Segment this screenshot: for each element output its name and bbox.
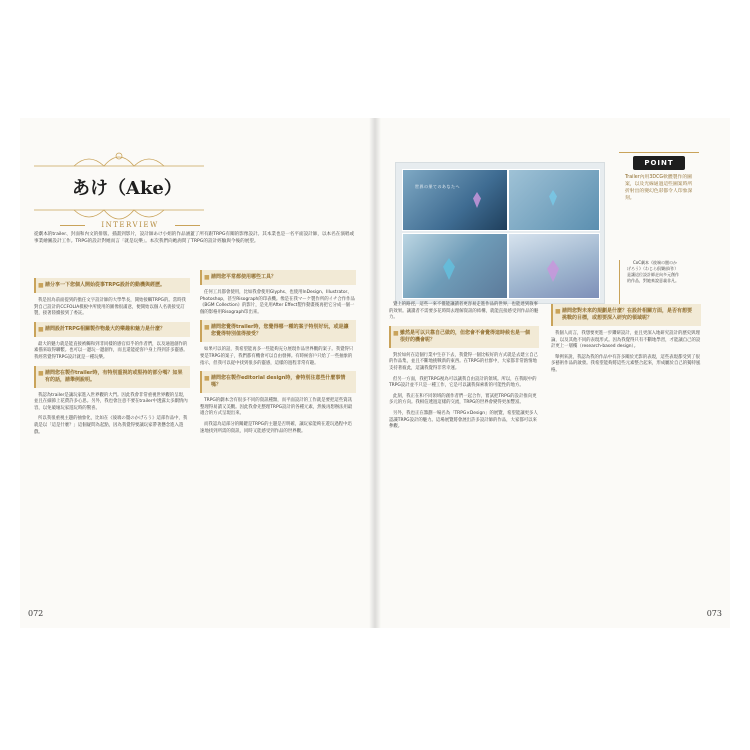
question-box: ■ 請問您在製作editorial design時，會特別注意些什麼事情嗎？	[200, 371, 356, 393]
right-page	[375, 118, 730, 628]
left-page-column-2	[200, 268, 356, 439]
answer-paragraph: 覺上的路徑，這些一來不僅能讓讀者更容易走進作品的世界，也能達到敘事的效果。讓讀者不需要多花時間去理解資訊的結構，就能直接感受到作品的魅力。	[389, 302, 539, 321]
question-mark-icon: ■	[204, 324, 210, 332]
answer-paragraph: 最大的魅力就是能直接被觸和到非同樣的感官似乎的作者們，以及通過創作的素描來取得聯繫。也可以一邊玩一邊創作，而且還能從客戶身上得到許多靈感。我經常覺得TRPG設計就是一種玩樂。	[34, 341, 188, 360]
page-number-left: 072	[28, 609, 44, 618]
answer-paragraph: 對於如何在這個行業中生存下去，我覺得一個比較好的方式就是去建立自己的作品集，並且不斷地挑戰新的東西。在TRPG的社群中，大家都非常熱情地支持著彼此，這讓我覺得非常幸運。	[389, 352, 538, 371]
answer-paragraph: 而我認為這部分的關鍵是TRPG的主題是否明確，讓玩家能夠在遊玩過程中迅速地找到所需的資訊，同時又能感受到作品的世界觀。	[200, 421, 352, 434]
question-mark-icon: ■	[38, 325, 44, 333]
point-text: Trailer內用3DCG軟體製作的圖案，以及光線通過這些圖案時所折射出的變幻色彩都令人印象深刻。	[625, 175, 693, 201]
answer-paragraph: 舉例來說，我認為我的作品中有許多關於光影的表現，這些表現都受到了很多藝術作品的啟發。我希望能夠將這些元素整合起來，形成屬於自己的獨特風格。	[551, 354, 701, 373]
top-ornament-icon	[34, 148, 204, 172]
question-mark-icon: ■	[204, 375, 210, 383]
answer-paragraph: 另外，我也正在籌劃一場名為「TRPG×Design」的展覽，希望能讓更多人認識TRPG設計的魅力。這場展覽將會展出許多設計師的作品，大家都可以來參觀。	[389, 410, 538, 430]
intro-paragraph: 從劇本的trailer、封面和內文的排版、插畫到影片，設計師あけ小姐的作品涵蓋了所有跟TRPG有關的影像設計。其本業也是一名平面設計師，以本名在演唱或事業繪圖設計工作。TRPG的設計對她而言「就是玩樂」。本次我們向她詢問了TRPG的設計經驗與今後的展望。	[34, 232, 355, 244]
crystal-icon	[547, 260, 559, 282]
photo-caption: CoC劇本《彼端の闇のかげろう》（わじら俱樂部/作）是讓這位設計師走向多元創作的作品，對她來說意義非凡。	[627, 260, 679, 283]
interview-label: INTERVIEW	[60, 221, 200, 229]
answer-paragraph: 但另一方面，我把TRPG視為可以讓我自由設計的領域。所以，在我眼中的TRPG設計並不只是一種工作，它是可以讓我探索新的可能性的地方。	[389, 376, 537, 389]
trailer-screenshot	[508, 233, 600, 299]
question-box: ■ 雖然是可以只靠自己做的，但您會不會覺得這時候也是一個很好的機會呢？	[389, 326, 539, 348]
question-box: ■ 請問您在製作trailer時，有特別重視的或堅持的部分嗎？如果有的話，請舉例說明。	[34, 366, 190, 388]
question-box: ■ 請問您覺得trailer時，您覺得哪一種的案子特別好玩，或是讓您覺得特別值得接受？	[200, 320, 356, 342]
question-box: ■ 請問您對未來的規劃是什麼？在設計相關方面，是否有想要挑戰的目標，或想要深入研究的領域呢？	[551, 304, 701, 326]
trailer-screenshots	[395, 162, 605, 304]
answer-paragraph: 任何工具都會使用，比如我會使用Glyphs、也使用InDesign、Illustrator、Photoshop，甚至Risograph的印表機。像是在我マーケ製作所的イチ合作作品《BGM Collection》的影片，是先用After Effect製作動畫後再把它分成一個一個的影格用Risograph印出來。	[200, 290, 355, 315]
book-spread	[20, 118, 730, 628]
question-mark-icon: ■	[38, 369, 44, 377]
answer-paragraph: 所以我很重視主題的抽象化，比如在《彼端の闇のかげろう》這部作品中，我就是以「這是什麼？」這個疑問為起點，因為我覺得要讓玩家帶著懸念進入遊戲。	[34, 416, 188, 435]
answer-paragraph: 如果可以的話，我希望能再多一些能夠充分展現作品世界觀的案子。我覺得只要是TRPG的案子，我們都有機會可以自由發揮。有時候客戶只給了一些抽象的指示，但我可以從中找到很多的靈感，這樣的過程非常有趣。	[200, 347, 354, 366]
answer-paragraph: 此刻，我正在和不同領域的創作者們一起合作，嘗試把TRPG的設計推向更多元的方向。我相信透過這樣的交流，TRPG的世界會變得更加豐富。	[389, 393, 537, 406]
question-mark-icon: ■	[555, 308, 561, 315]
question-mark-icon: ■	[204, 274, 210, 281]
screenshot-caption: 世界の果てのあなたへ	[415, 184, 460, 189]
trailer-screenshot	[402, 169, 508, 231]
trailer-screenshot	[508, 169, 600, 231]
page-number-right: 073	[706, 609, 722, 618]
right-page-column-2	[551, 302, 701, 379]
answer-paragraph: TRPG的劇本含有很多不同的資訊種類，而平面設計的工作就是要把這些資訊整理得易讀又美觀。因此我會先整理TRPG設計的各種元素，然後再想辦法用最適合的方式呈現出來。	[200, 398, 353, 417]
crystal-icon	[473, 192, 481, 208]
designer-name-title: あけ（Ake）	[72, 178, 182, 199]
crystal-icon	[549, 190, 557, 206]
question-box: ■ 請問設計TRPG相關製作物最大的樂趣和魅力是什麼？	[34, 322, 190, 337]
left-page-column-1	[34, 276, 190, 440]
point-badge: POINT	[633, 156, 685, 170]
question-mark-icon: ■	[393, 329, 399, 337]
question-mark-icon: ■	[38, 282, 44, 289]
left-page	[20, 118, 375, 628]
crystal-icon	[443, 258, 455, 280]
answer-paragraph: 我是因為前面提到的擔任文字設計師的大學學長，開始接觸TRPG的。當時我對自己設計的CCFOLIA模板中所使用的圖像很滿意，便開始以個人名義接受訂製，接著陸續接到了委託。	[34, 298, 186, 317]
trailer-screenshot	[402, 233, 508, 299]
answer-paragraph: 我認為trailer是讓玩家進入世界觀的大門。因此我會非常重視世界觀的呈現，並且在細節上花費許多心思。另外，我也會注意不要在trailer中透露太多劇情內容，以免破壞玩家遊玩時的驚喜。	[34, 392, 188, 411]
question-box: ■ 請分享一下您個人開始從事TRPG設計的動機與經歷。	[34, 278, 190, 293]
answer-paragraph: 我個人而言，我想要更進一步鑽研設計，並且更深入地研究設計的歷史與理論，以及其他不同的表現形式。因為我覺得只有不斷地學習，才能讓自己的設計更上一層樓（research-based design）。	[551, 331, 701, 350]
right-page-column-1	[389, 302, 539, 435]
question-box: ■ 請問您平常都使用哪些工具？	[200, 270, 356, 285]
